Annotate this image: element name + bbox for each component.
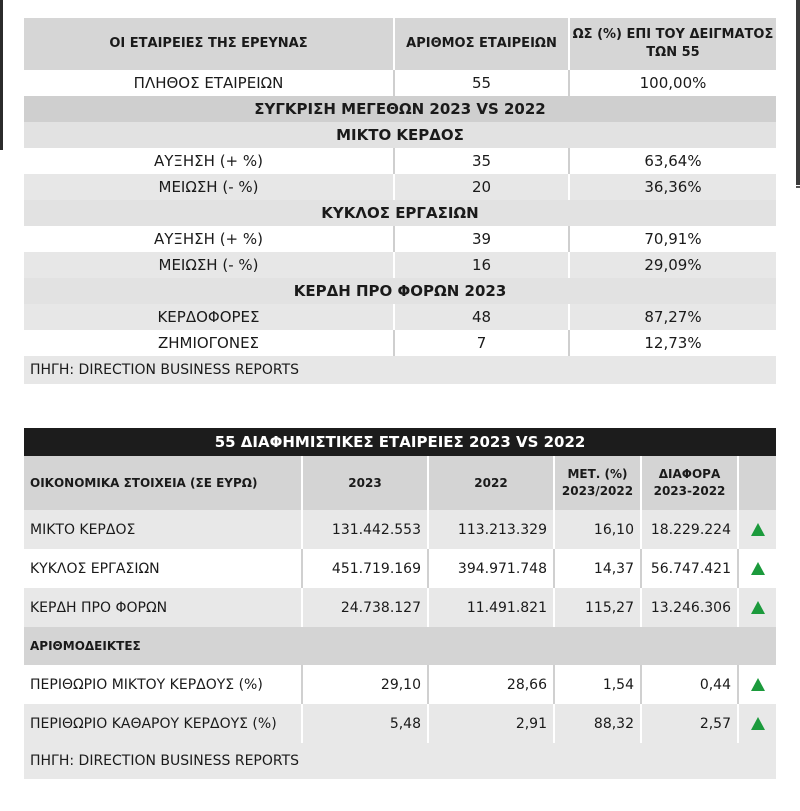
survey-companies-table — [24, 18, 776, 384]
row-label: ΚΕΡΔΟΦΟΡΕΣ — [24, 304, 394, 330]
value-2023: 451.719.169 — [302, 549, 428, 588]
table-row — [24, 510, 776, 549]
section-title-row — [24, 200, 776, 226]
table-row — [24, 148, 776, 174]
total-label: ΠΛΗΘΟΣ ΕΤΑΙΡΕΙΩΝ — [24, 70, 394, 96]
trend-cell — [738, 588, 776, 627]
ratios-title: ΑΡΙΘΜΟΔΕΙΚΤΕΣ — [24, 627, 776, 665]
header-financial-data: ΟΙΚΟΝΟΜΙΚΑ ΣΤΟΙΧΕΙΑ (ΣΕ ΕΥΡΩ) — [24, 456, 302, 510]
row-label: ΠΕΡΙΘΩΡΙΟ ΜΙΚΤΟΥ ΚΕΡΔΟΥΣ (%) — [24, 665, 302, 704]
header-companies: ΟΙ ΕΤΑΙΡΕΙΕΣ ΤΗΣ ΕΡΕΥΝΑΣ — [24, 18, 394, 70]
financial-table-title: 55 ΔΙΑΦΗΜΙΣΤΙΚΕΣ ΕΤΑΙΡΕΙΕΣ 2023 VS 2022 — [24, 428, 776, 456]
trend-cell — [738, 665, 776, 704]
trend-cell — [738, 549, 776, 588]
source-note: ΠΗΓΗ: DIRECTION BUSINESS REPORTS — [24, 356, 776, 384]
row-label: ΖΗΜΙΟΓΟΝΕΣ — [24, 330, 394, 356]
header-trend — [738, 456, 776, 510]
financial-title-row — [24, 428, 776, 456]
row-label: ΜΕΙΩΣΗ (- %) — [24, 252, 394, 278]
financial-figures-table — [24, 428, 776, 779]
row-pct: 70,91% — [569, 226, 776, 252]
value-2023: 29,10 — [302, 665, 428, 704]
table-row — [24, 704, 776, 743]
value-2023: 5,48 — [302, 704, 428, 743]
value-change: 16,10 — [554, 510, 641, 549]
header-change-pct: ΜΕΤ. (%) 2023/2022 — [554, 456, 641, 510]
value-change: 88,32 — [554, 704, 641, 743]
right-edge-strip — [796, 0, 800, 185]
section-title-pretax-profit: ΚΕΡΔΗ ΠΡΟ ΦΟΡΩΝ 2023 — [24, 278, 776, 304]
table-row — [24, 304, 776, 330]
section-title-row — [24, 278, 776, 304]
row-label: ΠΕΡΙΘΩΡΙΟ ΚΑΘΑΡΟΥ ΚΕΡΔΟΥΣ (%) — [24, 704, 302, 743]
source-note: ΠΗΓΗ: DIRECTION BUSINESS REPORTS — [24, 743, 776, 779]
table-row — [24, 226, 776, 252]
value-2023: 131.442.553 — [302, 510, 428, 549]
survey-header-row — [24, 18, 776, 70]
row-label: ΑΥΞΗΣΗ (+ %) — [24, 226, 394, 252]
row-label: ΜΙΚΤΟ ΚΕΡΔΟΣ — [24, 510, 302, 549]
row-label: ΚΥΚΛΟΣ ΕΡΓΑΣΙΩΝ — [24, 549, 302, 588]
section-title-row — [24, 122, 776, 148]
value-diff: 56.747.421 — [641, 549, 738, 588]
section-title-gross-profit: ΜΙΚΤΟ ΚΕΡΔΟΣ — [24, 122, 776, 148]
header-sample-pct: ΩΣ (%) ΕΠΙ ΤΟΥ ΔΕΙΓΜΑΤΟΣ ΤΩΝ 55 — [569, 18, 776, 70]
triangle-up-icon — [751, 601, 765, 614]
row-pct: 87,27% — [569, 304, 776, 330]
total-pct: 100,00% — [569, 70, 776, 96]
row-pct: 63,64% — [569, 148, 776, 174]
left-edge-strip — [0, 0, 3, 150]
row-count: 35 — [394, 148, 569, 174]
financial-header-row — [24, 456, 776, 510]
value-diff: 18.229.224 — [641, 510, 738, 549]
right-edge-mark — [796, 186, 800, 188]
header-2023: 2023 — [302, 456, 428, 510]
row-pct: 12,73% — [569, 330, 776, 356]
table-row — [24, 252, 776, 278]
total-row — [24, 70, 776, 96]
triangle-up-icon — [751, 678, 765, 691]
comparison-title: ΣΥΓΚΡΙΣΗ ΜΕΓΕΘΩΝ 2023 VS 2022 — [24, 96, 776, 122]
row-count: 39 — [394, 226, 569, 252]
value-diff: 2,57 — [641, 704, 738, 743]
row-pct: 29,09% — [569, 252, 776, 278]
value-change: 1,54 — [554, 665, 641, 704]
table-row — [24, 588, 776, 627]
value-2022: 394.971.748 — [428, 549, 554, 588]
total-count: 55 — [394, 70, 569, 96]
value-2022: 113.213.329 — [428, 510, 554, 549]
value-change: 115,27 — [554, 588, 641, 627]
comparison-title-row — [24, 96, 776, 122]
header-difference: ΔΙΑΦΟΡΑ 2023-2022 — [641, 456, 738, 510]
ratios-title-row — [24, 627, 776, 665]
value-2023: 24.738.127 — [302, 588, 428, 627]
value-change: 14,37 — [554, 549, 641, 588]
row-count: 48 — [394, 304, 569, 330]
triangle-up-icon — [751, 523, 765, 536]
row-pct: 36,36% — [569, 174, 776, 200]
value-diff: 13.246.306 — [641, 588, 738, 627]
value-2022: 28,66 — [428, 665, 554, 704]
row-count: 7 — [394, 330, 569, 356]
triangle-up-icon — [751, 562, 765, 575]
source-row — [24, 356, 776, 384]
row-label: ΚΕΡΔΗ ΠΡΟ ΦΟΡΩΝ — [24, 588, 302, 627]
header-company-count: ΑΡΙΘΜΟΣ ΕΤΑΙΡΕΙΩΝ — [394, 18, 569, 70]
section-title-turnover: ΚΥΚΛΟΣ ΕΡΓΑΣΙΩΝ — [24, 200, 776, 226]
triangle-up-icon — [751, 717, 765, 730]
value-2022: 11.491.821 — [428, 588, 554, 627]
row-label: ΑΥΞΗΣΗ (+ %) — [24, 148, 394, 174]
trend-cell — [738, 510, 776, 549]
row-count: 20 — [394, 174, 569, 200]
header-2022: 2022 — [428, 456, 554, 510]
source-row — [24, 743, 776, 779]
trend-cell — [738, 704, 776, 743]
value-diff: 0,44 — [641, 665, 738, 704]
row-label: ΜΕΙΩΣΗ (- %) — [24, 174, 394, 200]
table-row — [24, 330, 776, 356]
value-2022: 2,91 — [428, 704, 554, 743]
row-count: 16 — [394, 252, 569, 278]
table-row — [24, 549, 776, 588]
table-row — [24, 174, 776, 200]
table-row — [24, 665, 776, 704]
